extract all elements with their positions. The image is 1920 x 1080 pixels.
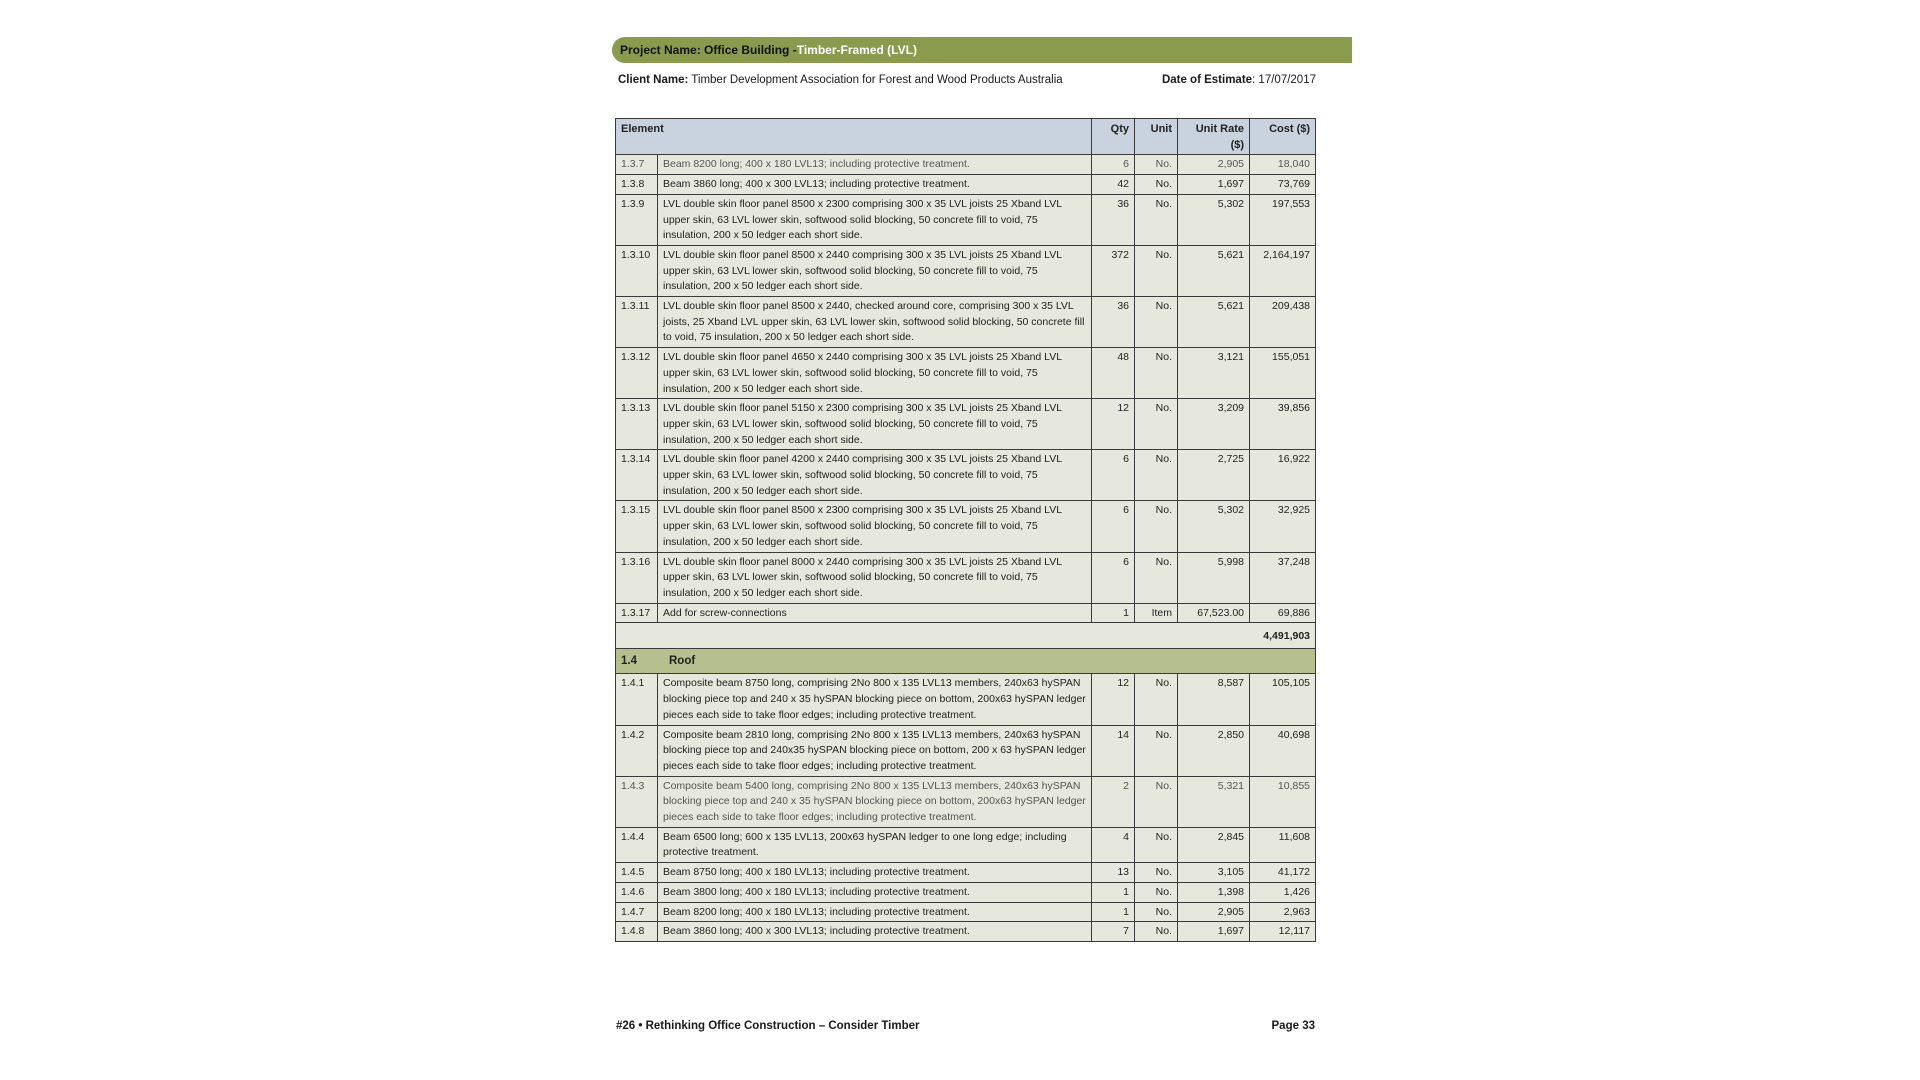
item-unit-rate: 2,905 (1178, 902, 1250, 922)
item-cost: 37,248 (1250, 552, 1316, 603)
item-code: 1.3.8 (616, 175, 658, 195)
item-unit: No. (1135, 175, 1178, 195)
item-unit-rate: 67,523.00 (1178, 603, 1250, 623)
table-row (616, 674, 1316, 725)
item-description: LVL double skin floor panel 8500 x 2300 comprising 300 x 35 LVL joists 25 Xband LVL upper skin, 63 LVL lower skin, softwood solid blocking, 50 concrete fill to void, 75 insulation, 200 x 50 ledger each short side. (658, 501, 1092, 552)
item-code: 1.3.16 (616, 552, 658, 603)
item-description: LVL double skin floor panel 8500 x 2300 comprising 300 x 35 LVL joists 25 Xband LVL upper skin, 63 LVL lower skin, softwood solid blocking, 50 concrete fill to void, 75 insulation, 200 x 50 ledger each short side. (658, 194, 1092, 245)
item-cost: 2,164,197 (1250, 245, 1316, 296)
item-qty: 12 (1092, 399, 1135, 450)
item-qty: 6 (1092, 501, 1135, 552)
item-cost: 2,963 (1250, 902, 1316, 922)
footer-page-number: Page 33 (1271, 1020, 1315, 1032)
item-cost: 41,172 (1250, 863, 1316, 883)
item-unit-rate: 1,697 (1178, 175, 1250, 195)
item-qty: 48 (1092, 348, 1135, 399)
table-row (616, 501, 1316, 552)
item-code: 1.3.7 (616, 155, 658, 175)
table-row (616, 922, 1316, 942)
item-qty: 14 (1092, 725, 1135, 776)
item-unit-rate: 8,587 (1178, 674, 1250, 725)
section-title: Roof (669, 655, 696, 668)
item-description: LVL double skin floor panel 4650 x 2440 comprising 300 x 35 LVL joists 25 Xband LVL upper skin, 63 LVL lower skin, softwood solid blocking, 50 concrete fill to void, 75 insulation, 200 x 50 ledger each short side. (658, 348, 1092, 399)
col-header-unit: Unit (1135, 119, 1178, 155)
item-qty: 13 (1092, 863, 1135, 883)
item-description: Composite beam 8750 long, comprising 2No 800 x 135 LVL13 members, 240x63 hySPAN blocking piece top and 240 x 35 hySPAN blocking piece on bottom, 200x63 hySPAN ledger pieces each side to take floor edges; including protective treatment. (658, 674, 1092, 725)
item-description: LVL double skin floor panel 5150 x 2300 comprising 300 x 35 LVL joists 25 Xband LVL upper skin, 63 LVL lower skin, softwood solid blocking, 50 concrete fill to void, 75 insulation, 200 x 50 ledger each short side. (658, 399, 1092, 450)
item-code: 1.4.4 (616, 827, 658, 862)
project-value-secondary: Timber-Framed (LVL) (796, 43, 917, 57)
item-code: 1.3.15 (616, 501, 658, 552)
item-cost: 40,698 (1250, 725, 1316, 776)
item-cost: 209,438 (1250, 297, 1316, 348)
item-code: 1.3.11 (616, 297, 658, 348)
table-row (616, 882, 1316, 902)
table-header-row (616, 119, 1316, 155)
table-row (616, 776, 1316, 827)
item-unit: No. (1135, 194, 1178, 245)
client-info (618, 74, 1063, 86)
item-code: 1.3.13 (616, 399, 658, 450)
item-unit: No. (1135, 552, 1178, 603)
item-unit-rate: 5,302 (1178, 501, 1250, 552)
col-header-element: Element (616, 119, 1092, 155)
item-unit: No. (1135, 827, 1178, 862)
item-qty: 1 (1092, 902, 1135, 922)
item-unit: No. (1135, 863, 1178, 883)
item-unit: No. (1135, 348, 1178, 399)
item-unit: No. (1135, 399, 1178, 450)
item-unit-rate: 2,725 (1178, 450, 1250, 501)
item-description: Beam 8200 long; 400 x 180 LVL13; including protective treatment. (658, 902, 1092, 922)
item-code: 1.4.1 (616, 674, 658, 725)
table-row (616, 863, 1316, 883)
item-code: 1.4.8 (616, 922, 658, 942)
item-unit-rate: 5,998 (1178, 552, 1250, 603)
item-unit-rate: 2,850 (1178, 725, 1250, 776)
subtotal-row (616, 623, 1316, 649)
item-cost: 18,040 (1250, 155, 1316, 175)
col-header-cost: Cost ($) (1250, 119, 1316, 155)
item-description: Add for screw-connections (658, 603, 1092, 623)
item-cost: 39,856 (1250, 399, 1316, 450)
client-line (618, 72, 1316, 88)
item-code: 1.4.6 (616, 882, 658, 902)
item-code: 1.3.9 (616, 194, 658, 245)
item-unit: No. (1135, 776, 1178, 827)
table-row (616, 603, 1316, 623)
item-cost: 73,769 (1250, 175, 1316, 195)
item-cost: 10,855 (1250, 776, 1316, 827)
item-unit-rate: 3,121 (1178, 348, 1250, 399)
item-qty: 2 (1092, 776, 1135, 827)
project-label: Project Name (620, 43, 697, 57)
item-code: 1.3.14 (616, 450, 658, 501)
item-unit: Item (1135, 603, 1178, 623)
item-cost: 11,608 (1250, 827, 1316, 862)
table-row (616, 725, 1316, 776)
item-unit: No. (1135, 674, 1178, 725)
item-qty: 36 (1092, 297, 1135, 348)
item-unit-rate: 2,905 (1178, 155, 1250, 175)
subtotal-value: 4,491,903 (616, 623, 1316, 649)
item-description: Beam 3800 long; 400 x 180 LVL13; including protective treatment. (658, 882, 1092, 902)
item-code: 1.3.10 (616, 245, 658, 296)
project-banner (612, 37, 1352, 63)
item-unit-rate: 3,209 (1178, 399, 1250, 450)
section-heading (616, 649, 1316, 674)
item-unit: No. (1135, 725, 1178, 776)
item-code: 1.4.3 (616, 776, 658, 827)
item-qty: 6 (1092, 552, 1135, 603)
item-code: 1.4.7 (616, 902, 658, 922)
item-description: Beam 3860 long; 400 x 300 LVL13; including protective treatment. (658, 922, 1092, 942)
table-row (616, 827, 1316, 862)
item-description: Composite beam 2810 long, comprising 2No 800 x 135 LVL13 members, 240x63 hySPAN blocking piece top and 240x35 hySPAN blocking piece on bottom, 200 x 63 hySPAN ledger pieces each side to take floor edges; including protective treatment. (658, 725, 1092, 776)
item-unit: No. (1135, 450, 1178, 501)
item-description: LVL double skin floor panel 8500 x 2440 comprising 300 x 35 LVL joists 25 Xband LVL upper skin, 63 LVL lower skin, softwood solid blocking, 50 concrete fill to void, 75 insulation, 200 x 50 ledger each short side. (658, 245, 1092, 296)
table-row (616, 245, 1316, 296)
date-label: Date of Estimate (1161, 74, 1253, 86)
item-description: Composite beam 5400 long, comprising 2No 800 x 135 LVL13 members, 240x63 hySPAN blocking piece top and 240 x 35 hySPAN blocking piece on bottom, 200x63 hySPAN ledger pieces each side to take floor edges; including protective treatment. (658, 776, 1092, 827)
item-unit: No. (1135, 882, 1178, 902)
item-qty: 36 (1092, 194, 1135, 245)
item-code: 1.3.12 (616, 348, 658, 399)
item-description: Beam 8200 long; 400 x 180 LVL13; including protective treatment. (658, 155, 1092, 175)
item-cost: 12,117 (1250, 922, 1316, 942)
item-unit: No. (1135, 297, 1178, 348)
item-description: Beam 8750 long; 400 x 180 LVL13; including protective treatment. (658, 863, 1092, 883)
item-qty: 6 (1092, 155, 1135, 175)
item-cost: 197,553 (1250, 194, 1316, 245)
item-cost: 155,051 (1250, 348, 1316, 399)
table-row (616, 552, 1316, 603)
item-unit-rate: 5,321 (1178, 776, 1250, 827)
section-row (616, 649, 1316, 674)
date-info (1162, 74, 1316, 86)
item-unit: No. (1135, 902, 1178, 922)
item-description: LVL double skin floor panel 8500 x 2440, checked around core, comprising 300 x 35 LVL joists, 25 Xband LVL upper skin, 63 LVL lower skin, softwood solid blocking, 50 concrete fill to void, 75 insulation, 200 x 50 ledger each short side. (658, 297, 1092, 348)
item-qty: 12 (1092, 674, 1135, 725)
table-row (616, 155, 1316, 175)
item-cost: 69,886 (1250, 603, 1316, 623)
item-unit-rate: 5,302 (1178, 194, 1250, 245)
table-row (616, 902, 1316, 922)
table-row (616, 450, 1316, 501)
item-code: 1.4.5 (616, 863, 658, 883)
item-qty: 1 (1092, 882, 1135, 902)
section-code: 1.4 (621, 655, 637, 668)
item-unit: No. (1135, 245, 1178, 296)
item-unit-rate: 2,845 (1178, 827, 1250, 862)
item-qty: 42 (1092, 175, 1135, 195)
item-qty: 7 (1092, 922, 1135, 942)
item-cost: 16,922 (1250, 450, 1316, 501)
client-value: Timber Development Association for Forest and Wood Products Australia (691, 74, 1063, 86)
table-row (616, 399, 1316, 450)
item-cost: 105,105 (1250, 674, 1316, 725)
item-code: 1.4.2 (616, 725, 658, 776)
table-row (616, 297, 1316, 348)
item-unit-rate: 1,398 (1178, 882, 1250, 902)
item-description: LVL double skin floor panel 4200 x 2440 comprising 300 x 35 LVL joists 25 Xband LVL upper skin, 63 LVL lower skin, softwood solid blocking, 50 concrete fill to void, 75 insulation, 200 x 50 ledger each short side. (658, 450, 1092, 501)
estimate-table (615, 118, 1316, 942)
item-unit-rate: 5,621 (1178, 245, 1250, 296)
client-label: Client Name: (618, 74, 689, 86)
item-qty: 1 (1092, 603, 1135, 623)
table-row (616, 175, 1316, 195)
item-unit: No. (1135, 922, 1178, 942)
col-header-qty: Qty (1092, 119, 1135, 155)
item-cost: 1,426 (1250, 882, 1316, 902)
item-description: LVL double skin floor panel 8000 x 2440 comprising 300 x 35 LVL joists 25 Xband LVL upper skin, 63 LVL lower skin, softwood solid blocking, 50 concrete fill to void, 75 insulation, 200 x 50 ledger each short side. (658, 552, 1092, 603)
date-value: : 17/07/2017 (1252, 74, 1316, 86)
item-unit-rate: 1,697 (1178, 922, 1250, 942)
item-description: Beam 3860 long; 400 x 300 LVL13; including protective treatment. (658, 175, 1092, 195)
table-row (616, 348, 1316, 399)
item-unit: No. (1135, 501, 1178, 552)
project-value-primary: : Office Building - (696, 43, 797, 57)
item-qty: 6 (1092, 450, 1135, 501)
col-header-unit-rate: Unit Rate ($) (1178, 119, 1250, 155)
item-qty: 372 (1092, 245, 1135, 296)
footer-publication: #26 • Rethinking Office Construction – Consider Timber (616, 1020, 920, 1032)
item-unit-rate: 5,621 (1178, 297, 1250, 348)
item-cost: 32,925 (1250, 501, 1316, 552)
item-code: 1.3.17 (616, 603, 658, 623)
item-qty: 4 (1092, 827, 1135, 862)
item-unit: No. (1135, 155, 1178, 175)
table-row (616, 194, 1316, 245)
item-unit-rate: 3,105 (1178, 863, 1250, 883)
item-description: Beam 6500 long; 600 x 135 LVL13, 200x63 hySPAN ledger to one long edge; including protective treatment. (658, 827, 1092, 862)
